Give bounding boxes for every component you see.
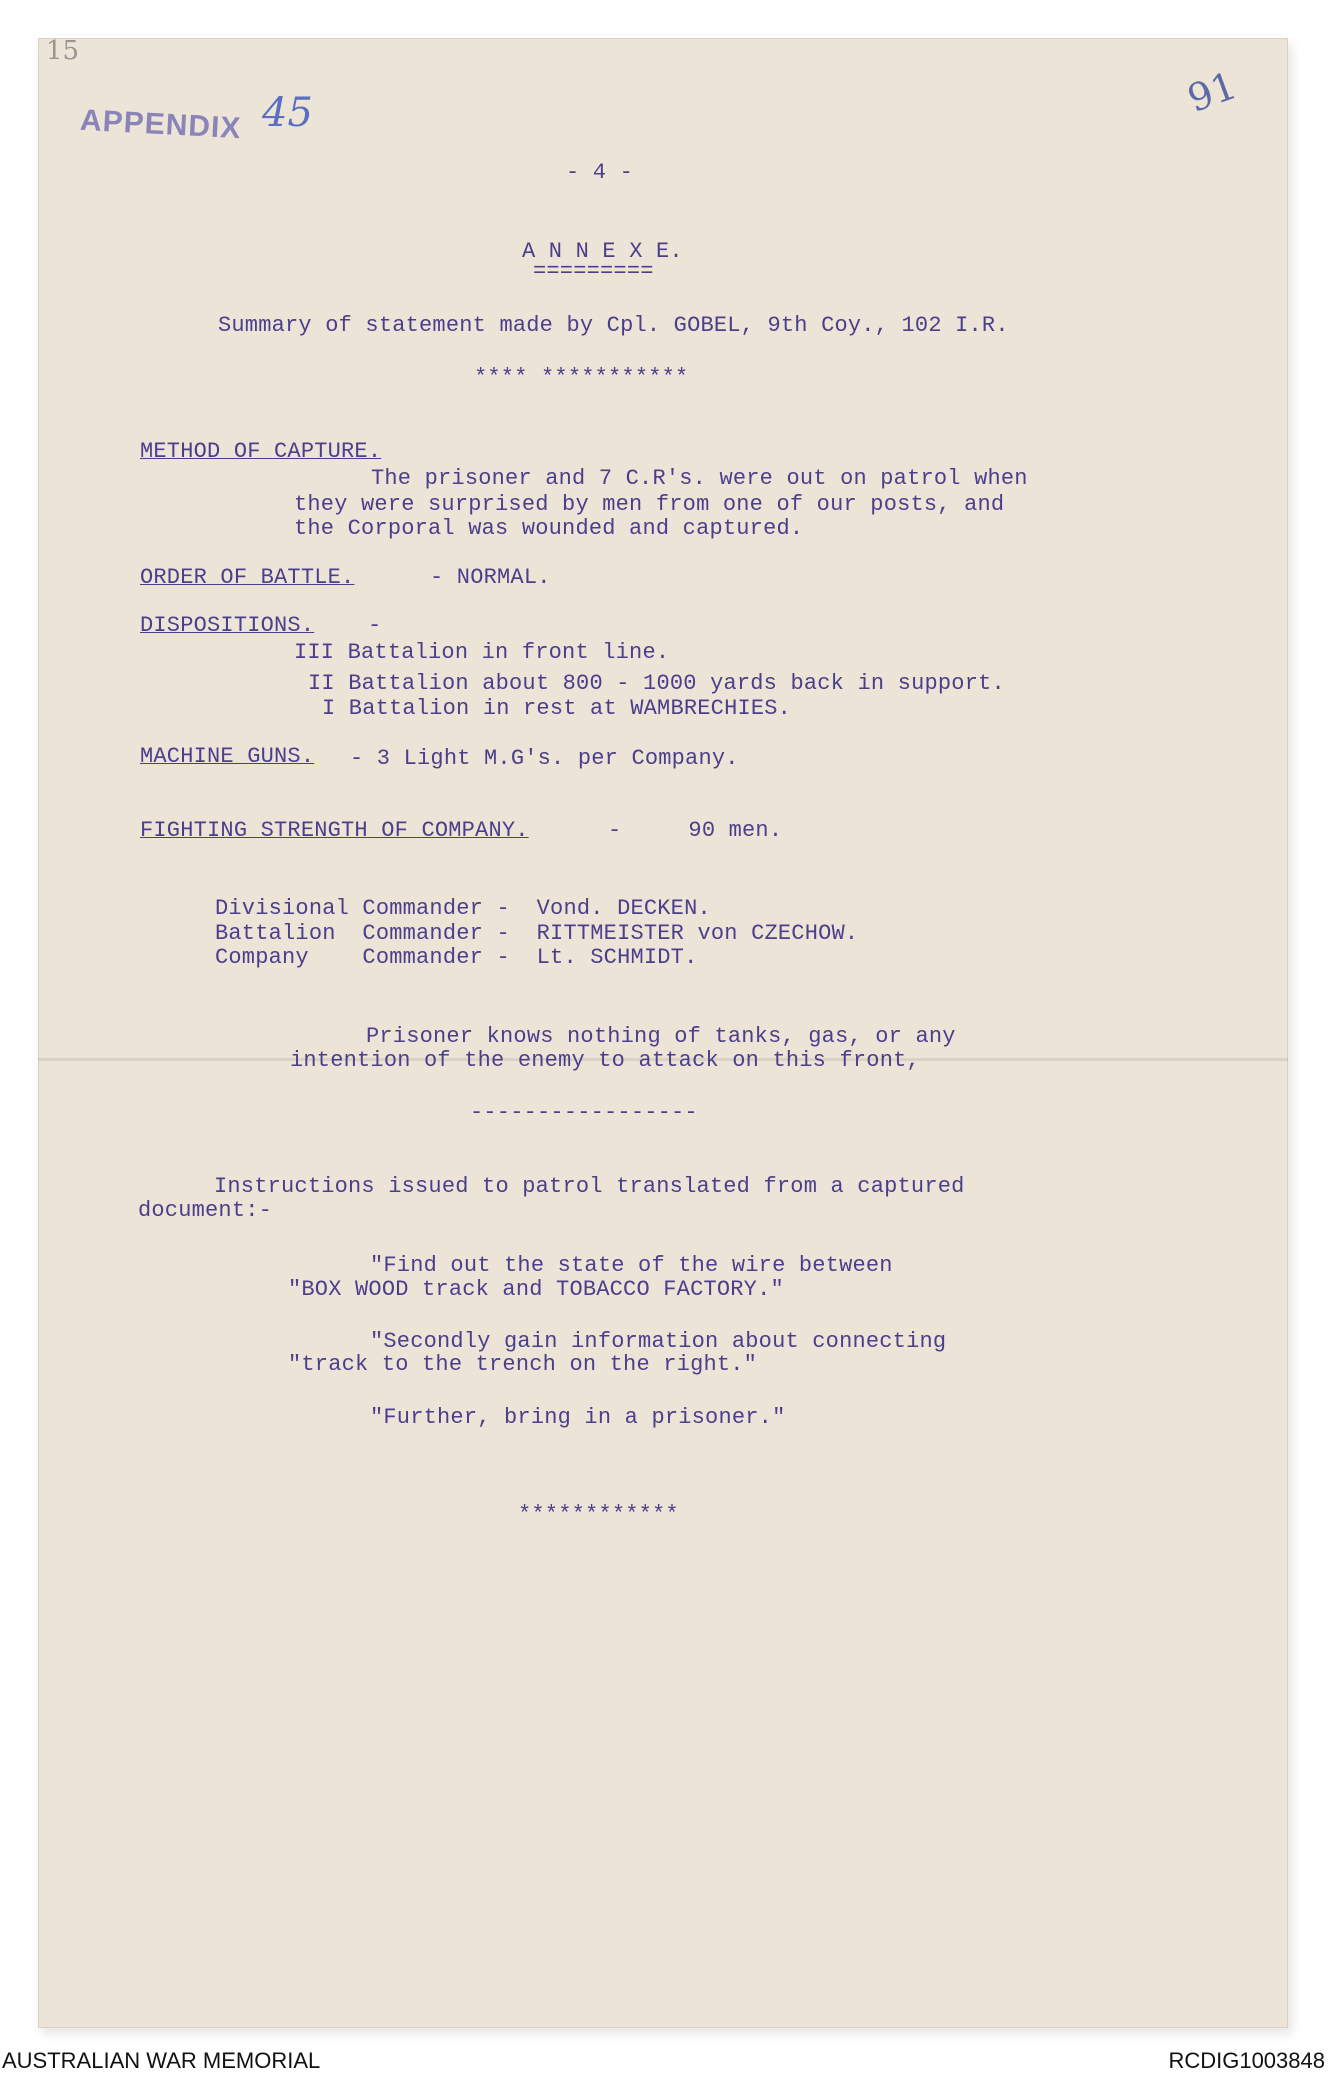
dispositions-line-2: II Battalion about 800 - 1000 yards back in support. <box>308 671 1005 696</box>
separator-stars: **** *********** <box>474 365 689 390</box>
footer-source: AUSTRALIAN WAR MEMORIAL <box>2 2048 321 2073</box>
instructions-line-1: Instructions issued to patrol translated from a captured <box>214 1174 965 1199</box>
knowledge-line-2: intention of the enemy to attack on this front, <box>290 1048 920 1073</box>
order-of-battle-label: ORDER OF BATTLE. <box>140 565 355 590</box>
heading-rule: ========= <box>533 259 654 284</box>
dash-rule: ----------------- <box>470 1100 698 1125</box>
page-number: - 4 - <box>566 160 634 185</box>
summary-line: Summary of statement made by Cpl. GOBEL, 9th Coy., 102 I.R. <box>218 313 1009 338</box>
machine-guns-value: - 3 Light M.G's. per Company. <box>350 746 739 771</box>
quote-3: "Further, bring in a prisoner." <box>370 1405 786 1430</box>
fighting-strength-label: FIGHTING STRENGTH OF COMPANY. <box>140 818 529 843</box>
footer-identifier: RCDIG1003848 <box>1168 2048 1325 2073</box>
dispositions-line-3: I Battalion in rest at WAMBRECHIES. <box>322 696 792 721</box>
capture-label: METHOD OF CAPTURE. <box>140 439 382 464</box>
commander-row-divisional: Divisional Commander - Vond. DECKEN. <box>215 896 711 921</box>
quote-2-line-2: "track to the trench on the right." <box>288 1352 758 1377</box>
corner-mark-top-left: 15 <box>46 36 80 66</box>
appendix-number: 45 <box>262 90 313 136</box>
quote-2-line-1: "Secondly gain information about connecting <box>370 1329 947 1354</box>
dispositions-label: DISPOSITIONS. <box>140 613 315 638</box>
instructions-line-2: document:- <box>138 1198 273 1223</box>
quote-1-line-2: "BOX WOOD track and TOBACCO FACTORY." <box>288 1277 784 1302</box>
corner-mark-top-right: 91 <box>1181 63 1243 121</box>
quote-1-line-1: "Find out the state of the wire between <box>370 1253 893 1278</box>
knowledge-line-1: Prisoner knows nothing of tanks, gas, or any <box>366 1024 956 1049</box>
order-of-battle-value: - NORMAL. <box>430 565 551 590</box>
appendix-stamp: APPENDIX <box>79 103 243 146</box>
fighting-strength-value: - 90 men. <box>608 818 783 843</box>
dispositions-dash: - <box>368 613 382 638</box>
capture-line-2: they were surprised by men from one of our posts, and <box>294 492 1005 517</box>
capture-line-3: the Corporal was wounded and captured. <box>294 516 804 541</box>
annex-heading: A N N E X E. <box>522 239 683 264</box>
dispositions-line-1: III Battalion in front line. <box>294 640 670 665</box>
machine-guns-label: MACHINE GUNS. <box>140 744 315 769</box>
separator-stars-end: ************ <box>518 1502 679 1527</box>
commander-row-battalion: Battalion Commander - RITTMEISTER von CZECHOW. <box>215 921 859 946</box>
commander-row-company: Company Commander - Lt. SCHMIDT. <box>215 945 698 970</box>
capture-line-1: The prisoner and 7 C.R's. were out on patrol when <box>371 466 1028 491</box>
